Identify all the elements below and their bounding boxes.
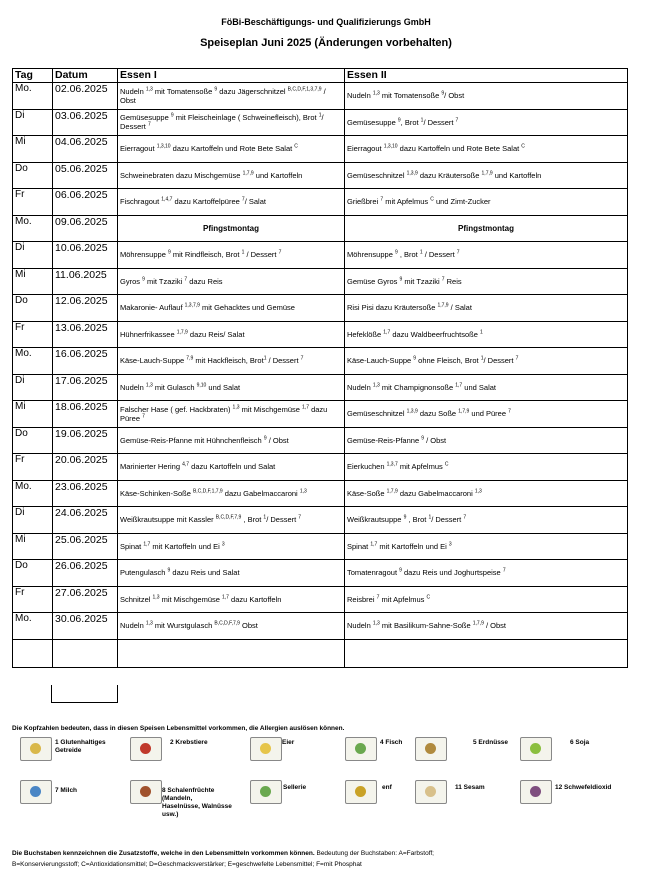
- date-cell: 09.06.2025: [53, 215, 118, 242]
- meal-2-cell: Tomatenragout $^9$ dazu Reis und Joghurtspeise $^7$: [345, 560, 628, 587]
- allergen-label: 12 Schwefeldioxid: [555, 784, 612, 791]
- empty-cell: [118, 639, 345, 667]
- date-cell: 04.06.2025: [53, 136, 118, 163]
- table-row: [13, 348, 628, 375]
- day-cell: Mo.: [13, 613, 53, 640]
- table-row: [13, 109, 628, 136]
- meal-1-cell: Nudeln $^{1,3}$ mit Gulasch $^{9,10}$ und Salat: [118, 374, 345, 401]
- day-cell: Fr: [13, 189, 53, 216]
- meal-1-cell: Nudeln $^{1,3}$ mit Tomatensoße $^9$ dazu Jägerschnitzel $^{B,C,D,F,1,3,7,9}$ / Obst: [118, 83, 345, 110]
- allergen-label: 5 Erdnüsse: [473, 739, 509, 746]
- meal-1-cell: Nudeln $^{1,3}$ mit Wurstgulasch $^{B,C,D,F,7,9}$ Obst: [118, 613, 345, 640]
- meal-1-cell: Pfingstmontag: [118, 215, 345, 242]
- day-cell: Mi: [13, 533, 53, 560]
- meal-2-cell: Weißkrautsuppe $^9$ , Brot $^1$/ Dessert $^7$: [345, 507, 628, 534]
- table-row: [13, 295, 628, 322]
- table-row: [13, 401, 628, 428]
- meal-2-cell: Gemüsesuppe $^9$, Brot $^1$/ Dessert $^7$: [345, 109, 628, 136]
- egg-icon: [250, 737, 282, 761]
- meal-2-cell: Nudeln $^{1,3}$ mit Basilikum-Sahne-Soße $^{1,7,9}$ / Obst: [345, 613, 628, 640]
- table-row: [13, 560, 628, 587]
- table-row: [13, 427, 628, 454]
- day-cell: Di: [13, 507, 53, 534]
- day-cell: Do: [13, 295, 53, 322]
- empty-cell: [345, 639, 628, 667]
- date-cell: 03.06.2025: [53, 109, 118, 136]
- date-cell: 30.06.2025: [53, 613, 118, 640]
- meal-1-cell: Käse-Schinken-Soße $^{B,C,D,F,1,7,9}$ dazu Gabelmaccaroni $^{1,3}$: [118, 480, 345, 507]
- soy-icon: [520, 737, 552, 761]
- day-cell: Di: [13, 109, 53, 136]
- meal-1-cell: Schnitzel $^{1,3}$ mit Mischgemüse $^{1,7}$ dazu Kartoffeln: [118, 586, 345, 613]
- day-cell: Mi: [13, 401, 53, 428]
- meal-2-cell: Spinat $^{1,7}$ mit Kartoffeln und Ei $^3$: [345, 533, 628, 560]
- meal-1-cell: Putengulasch $^9$ dazu Reis und Salat: [118, 560, 345, 587]
- meal-1-cell: Spinat $^{1,7}$ mit Kartoffeln und Ei $^3$: [118, 533, 345, 560]
- table-row: [13, 268, 628, 295]
- meal-1-cell: Fischragout $^{1,4,7}$ dazu Kartoffelpüree $^7$/ Salat: [118, 189, 345, 216]
- meal-1-cell: Gemüse-Reis-Pfanne mit Hühnchenfleisch $^9$ / Obst: [118, 427, 345, 454]
- date-cell: 17.06.2025: [53, 374, 118, 401]
- sesame-icon: [415, 780, 447, 804]
- date-cell: 20.06.2025: [53, 454, 118, 481]
- meal-1-cell: Gyros $^9$ mit Tzaziki $^7$ dazu Reis: [118, 268, 345, 295]
- date-cell: 02.06.2025: [53, 83, 118, 110]
- empty-row: [13, 639, 628, 667]
- header-datum: Datum: [53, 69, 118, 83]
- date-cell: 18.06.2025: [53, 401, 118, 428]
- header-tag: Tag: [13, 69, 53, 83]
- meal-1-cell: Schweinebraten dazu Mischgemüse $^{1,7,9}$ und Kartoffeln: [118, 162, 345, 189]
- meal-1-cell: Käse-Lauch-Suppe $^{7,9}$ mit Hackfleisch, Brot$^1$ / Dessert $^7$: [118, 348, 345, 375]
- table-row: [13, 242, 628, 269]
- meal-1-cell: Hühnerfrikassee $^{1,7,9}$ dazu Reis/ Salat: [118, 321, 345, 348]
- table-row: [13, 586, 628, 613]
- day-cell: Do: [13, 560, 53, 587]
- day-cell: Fr: [13, 321, 53, 348]
- allergen-label: 11 Sesam: [455, 784, 485, 791]
- table-row: [13, 136, 628, 163]
- table-header-row: [13, 69, 628, 83]
- meal-2-cell: Gemüseschnitzel $^{1,3,9}$ dazu Soße $^{1,7,9}$ und Püree $^7$: [345, 401, 628, 428]
- fish-icon: [345, 737, 377, 761]
- meal-1-cell: Möhrensuppe $^9$ mit Rindfleisch, Brot $^1$ / Dessert $^7$: [118, 242, 345, 269]
- additives-line1-rest: Bedeutung der Buchstaben: A=Farbstoff;: [316, 850, 434, 857]
- milk-icon: [20, 780, 52, 804]
- table-row: [13, 533, 628, 560]
- allergen-label: 7 Milch: [55, 787, 78, 794]
- allergen-label: 2 Krebstiere: [170, 739, 208, 746]
- meal-2-cell: Hefeklöße $^{1,7}$ dazu Waldbeerfruchtsoße $^1$: [345, 321, 628, 348]
- meal-1-cell: Eierragout $^{1,3,10}$ dazu Kartoffeln und Rote Bete Salat $^C$: [118, 136, 345, 163]
- header-essen-2: Essen II: [345, 69, 628, 83]
- date-cell: 26.06.2025: [53, 560, 118, 587]
- day-cell: Mo.: [13, 480, 53, 507]
- menu-table: [12, 68, 628, 668]
- meal-2-cell: Reisbrei $^7$ mit Apfelmus $^C$: [345, 586, 628, 613]
- day-cell: Di: [13, 374, 53, 401]
- date-cell: 19.06.2025: [53, 427, 118, 454]
- allergen-note: Die Kopfzahlen bedeuten, dass in diesen Speisen Lebensmittel vorkommen, die Allergien auslösen können.: [12, 725, 345, 732]
- day-cell: Do: [13, 427, 53, 454]
- allergen-label: 1 Glutenhaltiges Getreide: [55, 739, 106, 754]
- meal-2-cell: Gemüse-Reis-Pfanne $^9$ / Obst: [345, 427, 628, 454]
- table-row: [13, 189, 628, 216]
- day-cell: Mo.: [13, 348, 53, 375]
- date-cell: 12.06.2025: [53, 295, 118, 322]
- meal-2-cell: Eierkuchen $^{1,3,7}$ mit Apfelmus $^C$: [345, 454, 628, 481]
- day-cell: Fr: [13, 586, 53, 613]
- meal-2-cell: Gemüseschnitzel $^{1,3,9}$ dazu Kräutersoße $^{1,7,9}$ und Kartoffeln: [345, 162, 628, 189]
- header-essen-1: Essen I: [118, 69, 345, 83]
- grain-icon: [20, 737, 52, 761]
- day-cell: Do: [13, 162, 53, 189]
- peanut-icon: [415, 737, 447, 761]
- table-row: [13, 480, 628, 507]
- date-cell: 25.06.2025: [53, 533, 118, 560]
- meal-2-cell: Grießbrei $^7$ mit Apfelmus $^C$ und Zimt-Zucker: [345, 189, 628, 216]
- allergen-label: Sellerie: [283, 784, 307, 791]
- mustard-icon: [345, 780, 377, 804]
- allergen-label: enf: [382, 784, 392, 791]
- sulphite-icon: [520, 780, 552, 804]
- day-cell: Fr: [13, 454, 53, 481]
- day-cell: Mo.: [13, 215, 53, 242]
- day-cell: Mi: [13, 136, 53, 163]
- empty-datum-cell: [51, 685, 118, 703]
- allergen-label: 4 Fisch: [380, 739, 403, 746]
- meal-1-cell: Falscher Hase ( gef. Hackbraten) $^{1,3}$ mit Mischgemüse $^{1,7}$ dazu Püree $^7$: [118, 401, 345, 428]
- meal-2-cell: Gemüse Gyros $^9$ mit Tzaziki $^7$ Reis: [345, 268, 628, 295]
- table-row: [13, 613, 628, 640]
- meal-2-cell: Eierragout $^{1,3,10}$ dazu Kartoffeln und Rote Bete Salat $^C$: [345, 136, 628, 163]
- meal-2-cell: Möhrensuppe $^9$ , Brot $^1$ / Dessert $^7$: [345, 242, 628, 269]
- menu-rows: [13, 83, 628, 668]
- allergen-label: 6 Soja: [570, 739, 590, 746]
- meal-2-cell: Käse-Soße $^{1,7,9}$ dazu Gabelmaccaroni $^{1,3}$: [345, 480, 628, 507]
- crab-icon: [130, 737, 162, 761]
- date-cell: 16.06.2025: [53, 348, 118, 375]
- empty-cell: [53, 639, 118, 667]
- meal-2-cell: Pfingstmontag: [345, 215, 628, 242]
- date-cell: 13.06.2025: [53, 321, 118, 348]
- meal-1-cell: Marinierter Hering $^{4,7}$ dazu Kartoffeln und Salat: [118, 454, 345, 481]
- allergen-label: 8 Schalenfrüchte (Mandeln, Haselnüsse, Walnüsse usw.): [162, 787, 232, 818]
- date-cell: 24.06.2025: [53, 507, 118, 534]
- meal-1-cell: Makaronie- Auflauf $^{1,3,7,9}$ mit Gehacktes und Gemüse: [118, 295, 345, 322]
- day-cell: Di: [13, 242, 53, 269]
- table-row: [13, 454, 628, 481]
- day-cell: Mo.: [13, 83, 53, 110]
- empty-cell: [13, 639, 53, 667]
- meal-2-cell: Käse-Lauch-Suppe $^9$ ohne Fleisch, Brot $^1$/ Dessert $^7$: [345, 348, 628, 375]
- meal-1-cell: Gemüsesuppe $^9$ mit Fleischeinlage ( Schweinefleisch), Brot $^1$/ Dessert $^7$: [118, 109, 345, 136]
- date-cell: 11.06.2025: [53, 268, 118, 295]
- date-cell: 05.06.2025: [53, 162, 118, 189]
- day-cell: Mi: [13, 268, 53, 295]
- celery-icon: [250, 780, 282, 804]
- table-row: [13, 507, 628, 534]
- date-cell: 06.06.2025: [53, 189, 118, 216]
- additives-note-1: [12, 850, 434, 857]
- date-cell: 23.06.2025: [53, 480, 118, 507]
- meal-2-cell: Nudeln $^{1,3}$ mit Tomatensoße $^9$/ Obst: [345, 83, 628, 110]
- nut-icon: [130, 780, 162, 804]
- table-row: [13, 215, 628, 242]
- additives-intro: Die Buchstaben kennzeichnen die Zusatzstoffe, welche in den Lebensmitteln vorkommen können.: [12, 850, 315, 857]
- table-row: [13, 83, 628, 110]
- page-title: Speiseplan Juni 2025 (Änderungen vorbehalten): [200, 37, 452, 49]
- table-row: [13, 374, 628, 401]
- date-cell: 10.06.2025: [53, 242, 118, 269]
- additives-note-2: B=Konservierungsstoff; C=Antioxidationsmittel; D=Geschmacksverstärker; E=geschwefelte Lebensmittel; F=mit Phosphat: [12, 861, 362, 868]
- allergen-label: Eier: [282, 739, 295, 746]
- date-cell: 27.06.2025: [53, 586, 118, 613]
- meal-1-cell: Weißkrautsuppe mit Kassler $^{B,C,D,F,7,9}$ , Brot $^1$/ Dessert $^7$: [118, 507, 345, 534]
- org-name: FöBi-Beschäftigungs- und Qualifizierungs GmbH: [221, 17, 431, 27]
- meal-2-cell: Risi Pisi dazu Kräutersoße $^{1,7,9}$ / Salat: [345, 295, 628, 322]
- table-row: [13, 162, 628, 189]
- meal-2-cell: Nudeln $^{1,3}$ mit Champignonsoße $^{1,7}$ und Salat: [345, 374, 628, 401]
- table-row: [13, 321, 628, 348]
